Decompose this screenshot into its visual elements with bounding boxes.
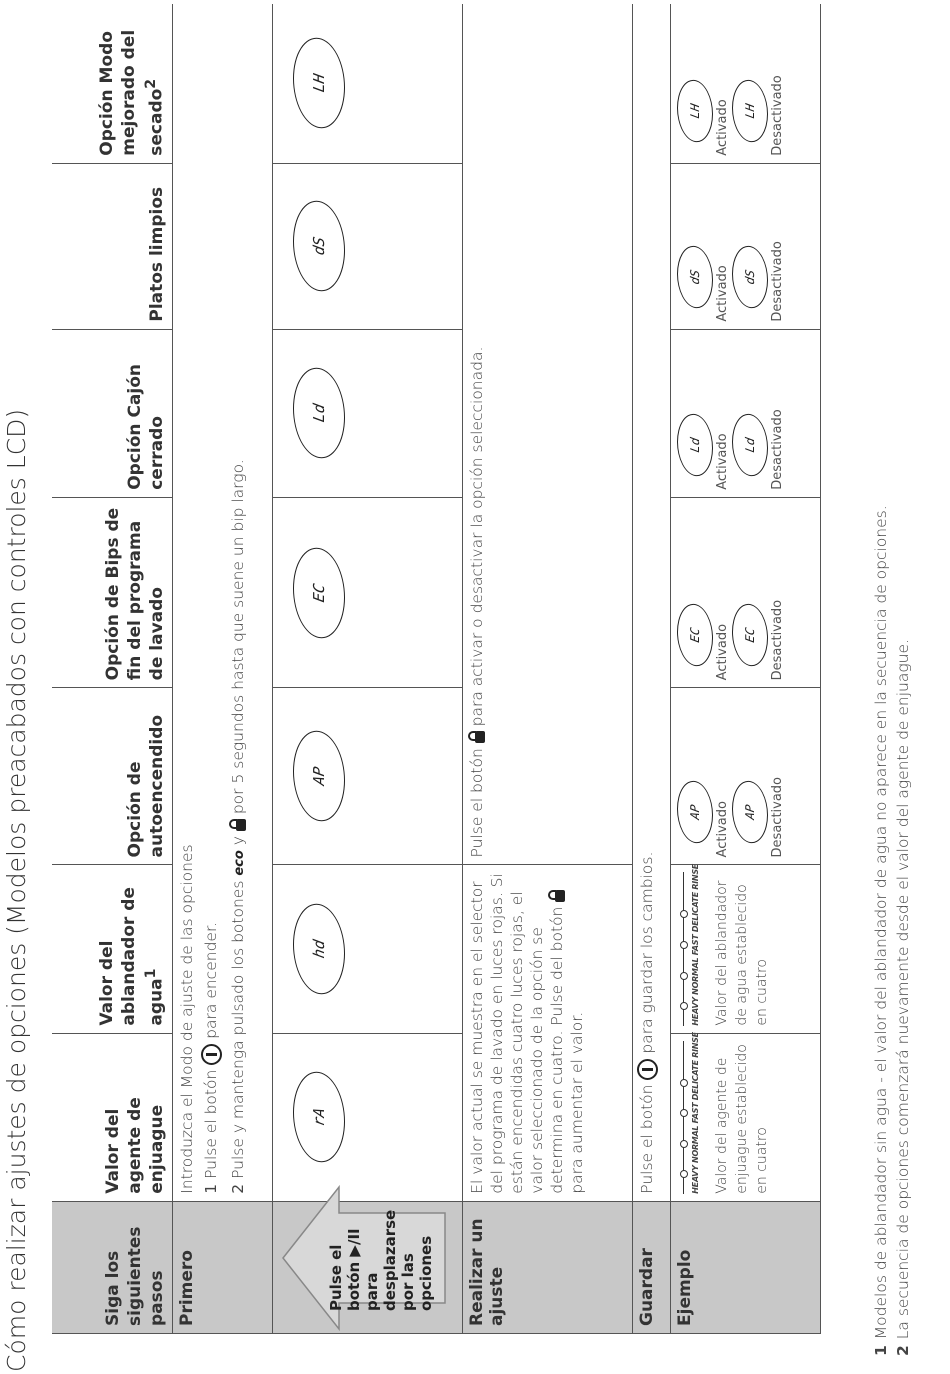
step2-text-b: y bbox=[228, 836, 247, 846]
scroll-arrow bbox=[279, 1183, 449, 1333]
adjust-toggle bbox=[462, 4, 632, 865]
example-beeps bbox=[670, 497, 820, 688]
cycle-bar bbox=[683, 872, 684, 1025]
status-off: Desactivado bbox=[769, 241, 785, 322]
lcd-display: AP bbox=[677, 778, 713, 846]
step2-text-c: por 5 segundos hasta que suene un bip largo. bbox=[228, 459, 247, 815]
example-autoon bbox=[670, 688, 820, 865]
header-softener-text: Valor del ablandador de agua bbox=[96, 887, 167, 1026]
header-beeps: Opción de Bips de fin del programa de lavado bbox=[52, 497, 172, 688]
lcd-display: dS bbox=[677, 242, 713, 310]
row-adjust bbox=[462, 4, 632, 1334]
example-softener bbox=[670, 865, 820, 1033]
scroll-text-b: para desplazarse por las opciones bbox=[362, 1209, 435, 1311]
lcd-display: dS bbox=[732, 242, 768, 310]
footnote-text: Modelos de ablandador sin agua - el valor del ablandador de agua no aparece en la secuencia de opciones. bbox=[872, 505, 890, 1340]
lcd-display: EC bbox=[677, 601, 713, 669]
header-dry-sup: 2 bbox=[142, 78, 159, 89]
lcd-display: Ld bbox=[293, 364, 345, 463]
lcd-display: rA bbox=[293, 1068, 345, 1167]
footnote-num: 2 bbox=[894, 1345, 912, 1356]
example-clean bbox=[670, 163, 820, 329]
footnote-text: La secuencia de opciones comenzará nuevamente desde el valor del agente de enjuague. bbox=[894, 639, 912, 1340]
lock-icon bbox=[555, 890, 565, 902]
cycle-labels: HEAVY NORMAL FAST DELICATE RINSE bbox=[690, 864, 700, 1026]
header-row bbox=[52, 4, 172, 1334]
example-dry bbox=[670, 4, 820, 163]
cycle-dot bbox=[680, 910, 688, 918]
footnote-2 bbox=[892, 505, 914, 1356]
lcd-display: Ld bbox=[732, 411, 768, 479]
cycle-indicator bbox=[683, 864, 706, 1026]
step1-num: 1 bbox=[201, 1183, 220, 1194]
header-clean: Platos limpios bbox=[52, 163, 172, 329]
header-softener bbox=[52, 865, 172, 1033]
first-intro: Introduzca el Modo de ajuste de las opciones bbox=[177, 844, 196, 1194]
label-adjust: Realizar un ajuste bbox=[462, 1201, 632, 1333]
adjust-text-b: para aumentar el valor. bbox=[567, 1011, 586, 1194]
lock-icon bbox=[236, 819, 246, 831]
footnotes bbox=[870, 505, 914, 1356]
cycle-dot bbox=[680, 972, 688, 980]
example-softener-text: Valor del ablandador de agua establecido en cuatro bbox=[713, 880, 770, 1026]
status-on: Activado bbox=[714, 265, 730, 322]
label-example: Ejemplo bbox=[670, 1201, 820, 1333]
status-on: Activado bbox=[714, 801, 730, 858]
adjust-text-a: El valor actual se muestra en el selector del programa de lavado en luces rojas. Si están encendidas cuatro luces rojas, el valor seleccionado de la opción se determina en cuatro. Pulse del botón bbox=[467, 873, 566, 1194]
lcd-display: hd bbox=[293, 899, 345, 998]
step2-text-a: Pulse y mantenga pulsado los botones bbox=[228, 880, 247, 1179]
status-on: Activado bbox=[714, 623, 730, 681]
step1-text-a: Pulse el botón bbox=[201, 1069, 220, 1179]
toggle-text-a: Pulse el botón bbox=[467, 748, 486, 858]
status-off: Desactivado bbox=[769, 776, 785, 858]
cycle-dot bbox=[680, 1140, 688, 1148]
save-text-a: Pulse el botón bbox=[637, 1084, 656, 1194]
cycle-dot bbox=[680, 941, 688, 949]
header-softener-sup: 1 bbox=[142, 968, 159, 979]
scroll-text bbox=[327, 1201, 435, 1311]
eco-icon: eco bbox=[231, 850, 247, 876]
lcd-display: LH bbox=[293, 34, 345, 133]
lcd-display: EC bbox=[732, 601, 768, 669]
lcd-display: dS bbox=[293, 197, 345, 296]
power-icon bbox=[201, 1044, 222, 1065]
options-table bbox=[52, 4, 821, 1334]
example-drawer bbox=[670, 329, 820, 497]
row-save bbox=[632, 4, 670, 1334]
footnote-num: 1 bbox=[872, 1345, 890, 1356]
status-on: Activado bbox=[714, 433, 730, 490]
step2-num: 2 bbox=[228, 1183, 247, 1194]
step1-text-b: para encender. bbox=[201, 922, 220, 1039]
page-title: Cómo realizar ajustes de opciones (Modelos preacabados con controles LCD) bbox=[2, 408, 31, 1372]
header-autoon: Opción de autoencendido bbox=[52, 688, 172, 865]
cell-lcd-softener bbox=[272, 865, 462, 1033]
adjust-text bbox=[462, 865, 632, 1201]
scroll-text-a: Pulse el botón bbox=[326, 1244, 363, 1311]
header-rinse: Valor del agente de enjuague bbox=[52, 1033, 172, 1201]
label-first: Primero bbox=[172, 1201, 272, 1333]
cycle-dot bbox=[680, 1002, 688, 1010]
lcd-display: Ld bbox=[677, 411, 713, 479]
lcd-display: EC bbox=[293, 543, 345, 642]
lock-icon bbox=[475, 731, 485, 743]
status-off: Desactivado bbox=[769, 75, 785, 156]
label-save: Guardar bbox=[632, 1201, 670, 1333]
lcd-display: AP bbox=[293, 727, 345, 826]
cycle-dot bbox=[680, 1109, 688, 1117]
lcd-display: AP bbox=[732, 778, 768, 846]
header-drawer: Opción Cajón cerrado bbox=[52, 329, 172, 497]
save-text-b: para guardar los cambios. bbox=[637, 851, 656, 1054]
label-scroll bbox=[272, 1201, 462, 1333]
cycle-dot bbox=[680, 1079, 688, 1087]
toggle-text-b: para activar o desactivar la opción seleccionada. bbox=[467, 346, 486, 727]
lcd-display: LH bbox=[677, 77, 713, 145]
cycle-labels: HEAVY NORMAL FAST DELICATE RINSE bbox=[690, 1032, 700, 1194]
lcd-display: LH bbox=[732, 77, 768, 145]
status-on: Activado bbox=[714, 99, 730, 156]
cell-lcd-drawer bbox=[272, 329, 462, 497]
row-example bbox=[670, 4, 820, 1334]
first-step2 bbox=[228, 11, 250, 1194]
cycle-bar bbox=[683, 1041, 684, 1194]
cycle-indicator bbox=[683, 1032, 706, 1194]
footnote-1 bbox=[870, 505, 892, 1356]
row-first bbox=[172, 4, 272, 1334]
cell-lcd-autoon bbox=[272, 688, 462, 865]
first-instructions bbox=[172, 4, 272, 1201]
cell-lcd-beeps bbox=[272, 497, 462, 688]
row-scroll bbox=[272, 4, 462, 1334]
status-off: Desactivado bbox=[769, 409, 785, 490]
header-dry-text: Opción Modo mejorado del secado bbox=[96, 29, 167, 156]
header-dry bbox=[52, 4, 172, 163]
play-pause-icon: ▶/II bbox=[344, 1228, 363, 1257]
cell-lcd-rinse bbox=[272, 1033, 462, 1201]
header-steps: Siga los siguientes pasos bbox=[52, 1201, 172, 1333]
cell-lcd-dry bbox=[272, 4, 462, 163]
example-rinse-text: Valor del agente de enjuague establecido en cuatro bbox=[713, 1044, 770, 1194]
power-icon bbox=[637, 1059, 658, 1080]
example-rinse bbox=[670, 1033, 820, 1201]
cycle-dot bbox=[680, 1170, 688, 1178]
cell-lcd-clean bbox=[272, 163, 462, 329]
first-step1 bbox=[201, 11, 222, 1194]
save-text bbox=[632, 4, 670, 1201]
status-off: Desactivado bbox=[769, 599, 785, 681]
